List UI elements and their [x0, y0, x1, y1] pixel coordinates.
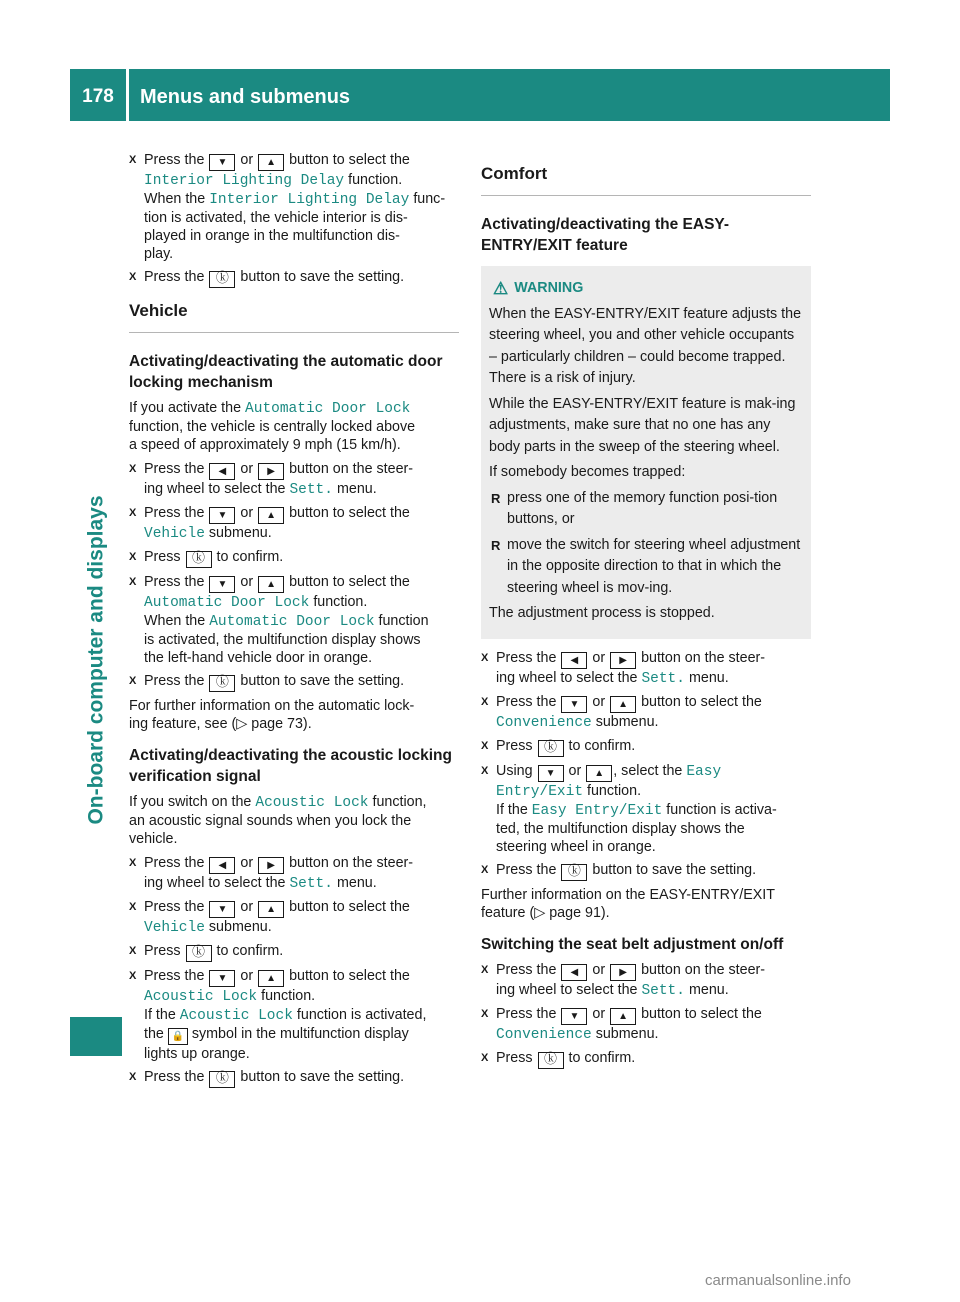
left-column: [129, 151, 459, 1093]
step: X Press the ▼ or ▲ button to select the Acoustic Lock function. If the Acoustic Lock function is activated, the 🔒 symbol in the multifunction display lights up orange.: [129, 968, 427, 1062]
step-arrow-icon: X: [129, 1071, 137, 1083]
up-key-icon: ▲: [258, 154, 284, 171]
step: X Press the ◀ or ▶ button on the steer- ing wheel to select the Sett. menu.: [481, 649, 766, 687]
watermark: carmanualsonline.info: [705, 1272, 851, 1289]
step: X Press the ⓚ button to save the setting.: [129, 269, 405, 286]
function-name: Easy: [686, 763, 722, 780]
function-name: Automatic Door Lock: [144, 595, 310, 611]
step-arrow-icon: X: [481, 963, 489, 976]
step-arrow-icon: X: [481, 764, 489, 777]
step: X Using ▼ or ▲ , select the Easy Entry/Exit function. If the Easy Entry/Exit function is activa- ted, the multifunction display shows the steering wheel in orange.: [481, 762, 777, 855]
paragraph: For further information on the automatic lock- ing feature, see (▷ page 73).: [129, 698, 415, 732]
submenu-name: Convenience: [496, 714, 592, 731]
step: X Press the ⓚ button to save the setting.: [129, 673, 405, 690]
function-name: Easy Entry/Exit: [531, 802, 663, 819]
function-name: Interior Lighting Delay: [144, 173, 345, 189]
warning-bullet: R press one of the memory function posi-tion buttons, or: [491, 489, 778, 527]
down-key-icon: ▼: [209, 576, 235, 593]
warning-box: [481, 266, 811, 639]
down-key-icon: ▼: [538, 765, 564, 782]
function-name: Automatic Door Lock: [245, 401, 411, 417]
step-arrow-icon: X: [129, 271, 137, 283]
up-key-icon: ▲: [610, 1008, 636, 1025]
up-key-icon: ▲: [258, 970, 284, 987]
down-key-icon: ▼: [561, 696, 587, 713]
down-key-icon: ▼: [561, 1008, 587, 1025]
menu-name: Sett.: [641, 670, 685, 687]
left-key-icon: ◀: [561, 964, 587, 981]
function-name: Automatic Door Lock: [209, 614, 375, 630]
up-key-icon: ▲: [258, 576, 284, 593]
step: X Press the ⓚ button to save the setting.: [129, 1069, 405, 1086]
section-heading-vehicle: Vehicle: [129, 302, 459, 333]
subsection-heading: Activating/deactivating the automatic door locking mechanism: [129, 353, 443, 391]
section-title: Menus and submenus: [140, 86, 351, 108]
right-key-icon: ▶: [610, 964, 636, 981]
up-key-icon: ▲: [586, 765, 612, 782]
step-arrow-icon: X: [481, 863, 489, 876]
step-arrow-icon: X: [129, 857, 137, 869]
step-arrow-icon: X: [129, 901, 137, 913]
submenu-name: Vehicle: [144, 526, 205, 542]
warning-text: If somebody becomes trapped:: [489, 464, 686, 480]
down-key-icon: ▼: [209, 507, 235, 524]
step: X Press the ◀ or ▶ button on the steer- ing wheel to select the Sett. menu.: [481, 961, 766, 999]
ok-key-icon: ⓚ: [538, 740, 564, 757]
down-key-icon: ▼: [209, 901, 235, 918]
step: X Press the ◀ or ▶ button on the steer- ing wheel to select the Sett. menu.: [129, 855, 414, 892]
warning-text: The adjustment process is stopped.: [489, 605, 715, 621]
bullet-icon: R: [491, 490, 501, 506]
menu-name: Sett.: [641, 982, 685, 999]
step: X Press the ▼ or ▲ button to select the Interior Lighting Delay function. When the Interior Lighting Delay func- tion is activated, the vehicle interior is dis- played in orange in the multifunction dis- play.: [129, 152, 446, 262]
function-name: Interior Lighting Delay: [209, 192, 410, 208]
lock-symbol-icon: 🔒: [168, 1028, 188, 1045]
step: X Press ⓚ to confirm.: [129, 549, 284, 566]
step: X Press the ▼ or ▲ button to select the Convenience submenu.: [481, 693, 762, 731]
warning-text: While the EASY-ENTRY/EXIT feature is mak-ing adjustments, make sure that no one has any body parts in the sweep of the steering wheel.: [489, 395, 796, 455]
step: X Press ⓚ to confirm.: [481, 737, 636, 755]
step-arrow-icon: X: [481, 651, 489, 664]
ok-key-icon: ⓚ: [209, 1071, 235, 1088]
ok-key-icon: ⓚ: [186, 945, 212, 962]
right-key-icon: ▶: [258, 463, 284, 480]
paragraph: Further information on the EASY-ENTRY/EXIT feature (▷ page 91).: [481, 886, 776, 921]
section-heading-comfort: Comfort: [481, 165, 811, 196]
right-key-icon: ▶: [258, 857, 284, 874]
step: X Press the ▼ or ▲ button to select the Vehicle submenu.: [129, 505, 410, 542]
step: X Press the ▼ or ▲ button to select the Automatic Door Lock function. When the Automatic Door Lock function is activated, the multifunction display shows the left-hand vehicle door in orange.: [129, 574, 429, 666]
ok-key-icon: ⓚ: [186, 551, 212, 568]
up-key-icon: ▲: [610, 696, 636, 713]
left-key-icon: ◀: [209, 857, 235, 874]
subsection-heading: Activating/deactivating the acoustic locking verification signal: [129, 747, 452, 785]
paragraph: If you activate the Automatic Door Lock function, the vehicle is centrally locked above a speed of approximately 9 mph (15 km/h).: [129, 400, 416, 453]
step-arrow-icon: X: [129, 675, 137, 687]
step-arrow-icon: X: [129, 551, 137, 563]
subsection-heading: Activating/deactivating the EASY-ENTRY/EXIT feature: [481, 216, 730, 254]
page-number: 178: [82, 86, 114, 107]
right-column: [481, 151, 811, 1074]
menu-name: Sett.: [289, 876, 333, 892]
ok-key-icon: ⓚ: [561, 864, 587, 881]
step-arrow-icon: X: [129, 576, 137, 588]
step: X Press ⓚ to confirm.: [481, 1049, 636, 1067]
step-arrow-icon: X: [481, 739, 489, 752]
warning-bullet: R move the switch for steering wheel adjustment in the opposite direction to that in which the steering wheel is mov-ing.: [491, 536, 801, 596]
side-tab: [70, 1017, 122, 1056]
step: X Press the ◀ or ▶ button on the steer- ing wheel to select the Sett. menu.: [129, 461, 414, 498]
menu-name: Sett.: [289, 482, 333, 498]
header-divider: [126, 69, 129, 121]
warning-header: ⚠ WARNING: [493, 279, 584, 298]
step-arrow-icon: X: [129, 507, 137, 519]
step-arrow-icon: X: [481, 695, 489, 708]
submenu-name: Vehicle: [144, 920, 205, 936]
right-key-icon: ▶: [610, 652, 636, 669]
up-key-icon: ▲: [258, 901, 284, 918]
step: X Press the ▼ or ▲ button to select the Convenience submenu.: [481, 1005, 762, 1043]
step-arrow-icon: X: [129, 154, 137, 166]
step-arrow-icon: X: [129, 463, 137, 475]
function-name: Acoustic Lock: [179, 1008, 293, 1024]
up-key-icon: ▲: [258, 507, 284, 524]
step: X Press ⓚ to confirm.: [129, 943, 284, 960]
ok-key-icon: ⓚ: [209, 271, 235, 288]
function-name: Acoustic Lock: [255, 795, 369, 811]
paragraph: If you switch on the Acoustic Lock function, an acoustic signal sounds when you lock the vehicle.: [129, 794, 427, 847]
ok-key-icon: ⓚ: [538, 1052, 564, 1069]
step-arrow-icon: X: [129, 970, 137, 982]
submenu-name: Convenience: [496, 1026, 592, 1043]
left-key-icon: ◀: [561, 652, 587, 669]
page-reference-link[interactable]: feature (▷ page 91).: [481, 904, 610, 921]
side-chapter-title: On-board computer and displays: [85, 495, 108, 825]
step-arrow-icon: X: [129, 945, 137, 957]
step-arrow-icon: X: [481, 1051, 489, 1064]
page-reference-link[interactable]: ing feature, see (▷ page 73).: [129, 716, 312, 732]
warning-triangle-icon: ⚠: [493, 279, 509, 298]
down-key-icon: ▼: [209, 154, 235, 171]
step: X Press the ⓚ button to save the setting.: [481, 861, 757, 879]
function-name: Entry/Exit: [496, 783, 584, 800]
left-key-icon: ◀: [209, 463, 235, 480]
subsection-heading: Switching the seat belt adjustment on/off: [481, 935, 784, 953]
step: X Press the ▼ or ▲ button to select the Vehicle submenu.: [129, 899, 410, 936]
warning-text: When the EASY-ENTRY/EXIT feature adjusts the steering wheel, you and other vehicle occupants – particularly children – could become trapped. There is a risk of injury.: [489, 305, 802, 386]
step-arrow-icon: X: [481, 1007, 489, 1020]
bullet-icon: R: [491, 537, 501, 553]
ok-key-icon: ⓚ: [209, 675, 235, 692]
function-name: Acoustic Lock: [144, 989, 258, 1005]
down-key-icon: ▼: [209, 970, 235, 987]
